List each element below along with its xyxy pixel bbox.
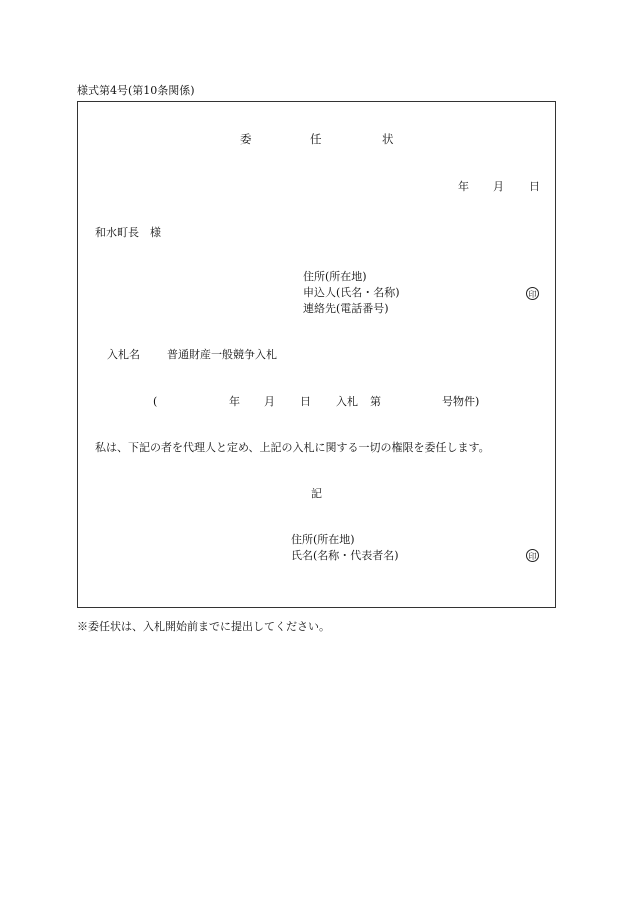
bid-detail-no: 第 <box>370 395 381 408</box>
bid-detail-day: 日 <box>300 395 311 408</box>
bid-value: 普通財産一般競争入札 <box>167 348 277 361</box>
ki-heading: 記 <box>311 487 322 500</box>
bid-label: 入札名 <box>107 348 140 361</box>
bid-detail-open: ( <box>153 395 158 408</box>
bid-detail-year: 年 <box>229 395 240 408</box>
delegation-statement: 私は、下記の者を代理人と定め、上記の入札に関する一切の権限を委任します。 <box>95 441 490 454</box>
footnote: ※委任状は、入札開始前までに提出してください。 <box>77 620 330 633</box>
agent-address: 住所(所在地) <box>291 533 355 546</box>
title-char-1: 委 <box>240 132 252 146</box>
addressee: 和水町長 様 <box>95 226 161 239</box>
date-day: 日 <box>529 180 540 193</box>
agent-seal-icon: 印 <box>526 549 539 562</box>
form-frame <box>77 101 556 608</box>
form-number: 様式第4号(第10条関係) <box>77 84 195 97</box>
title-char-2: 任 <box>310 132 322 146</box>
title-char-3: 状 <box>382 132 394 146</box>
agent-name: 氏名(名称・代表者名) <box>291 549 399 562</box>
bid-detail-month: 月 <box>264 395 275 408</box>
bid-detail-bid: 入札 <box>336 395 358 408</box>
applicant-name: 申込人(氏名・名称) <box>303 286 400 299</box>
applicant-seal-icon: 印 <box>526 287 539 300</box>
date-month: 月 <box>493 180 504 193</box>
date-year: 年 <box>458 180 469 193</box>
bid-detail-item: 号物件) <box>442 395 480 408</box>
applicant-address: 住所(所在地) <box>303 270 367 283</box>
applicant-contact: 連絡先(電話番号) <box>303 302 389 315</box>
